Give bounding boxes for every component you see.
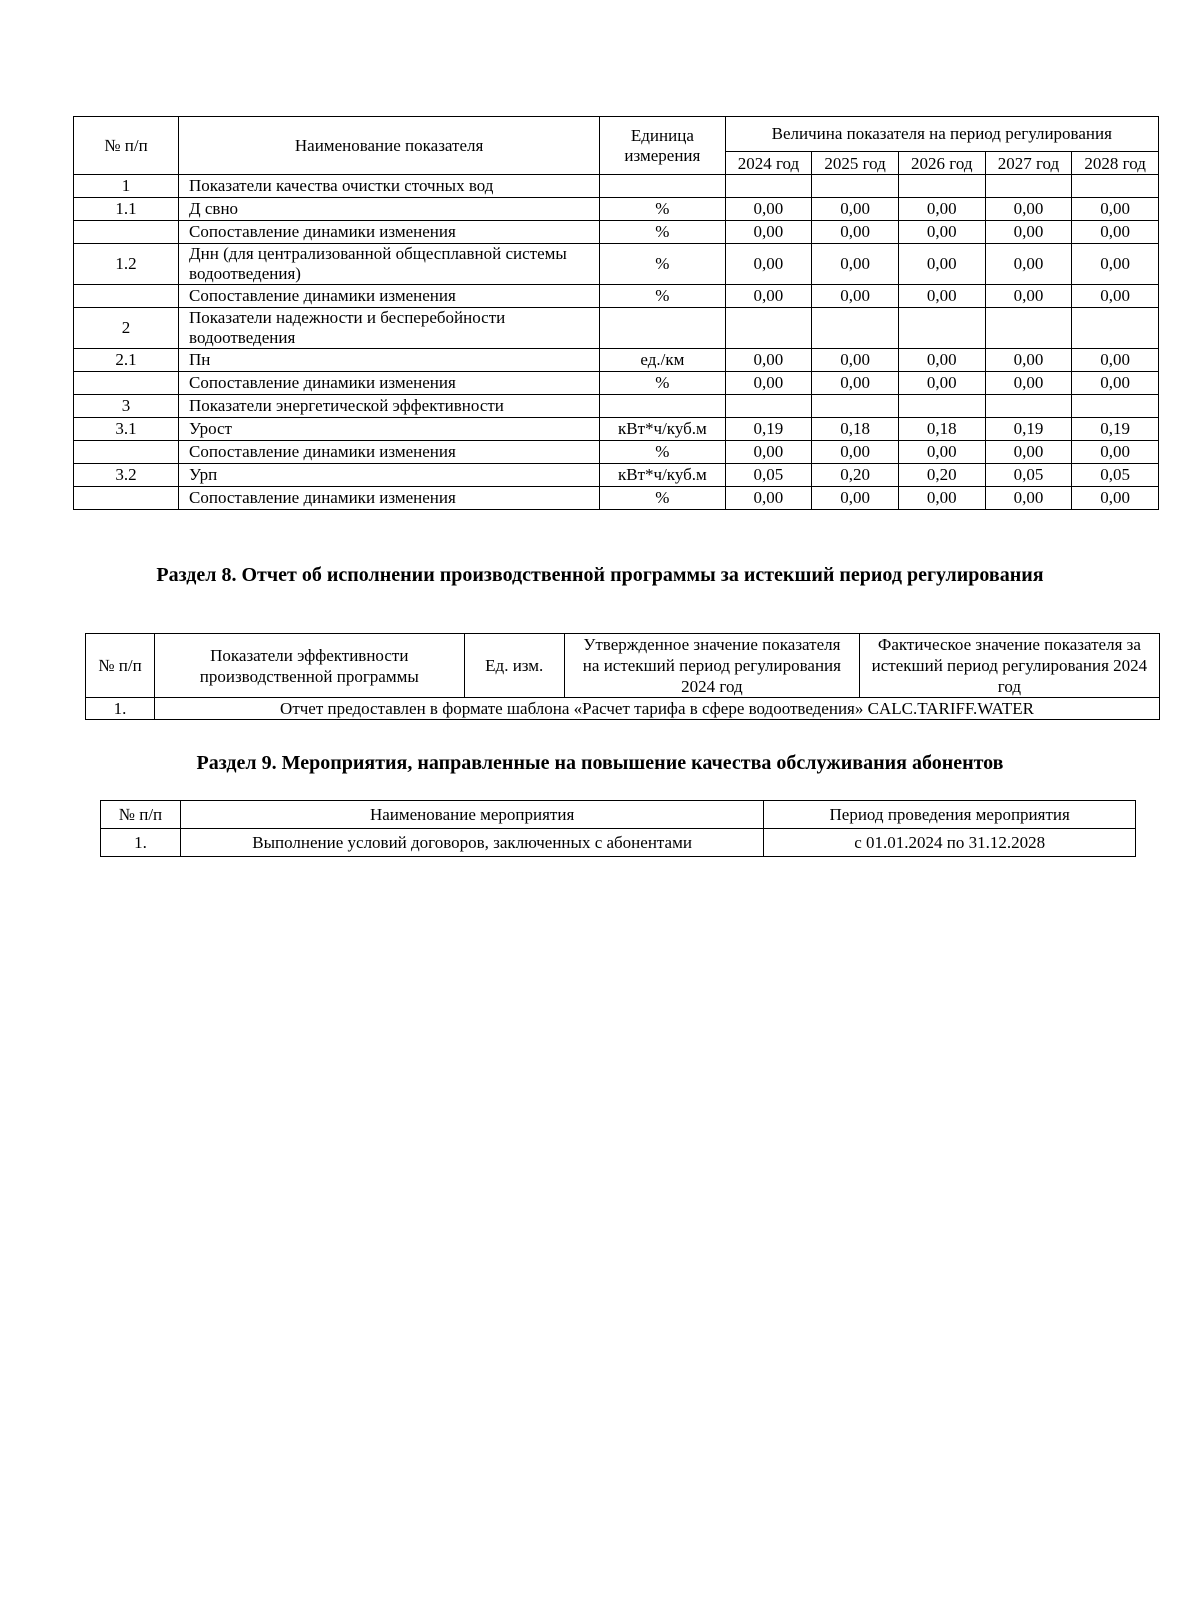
row-value: 0,19	[725, 418, 812, 441]
header-year: 2028 год	[1072, 152, 1159, 175]
header-year: 2026 год	[898, 152, 985, 175]
table-row	[74, 244, 1159, 285]
row-unit: %	[600, 221, 725, 244]
row-value: 0,05	[1072, 464, 1159, 487]
row-value: 0,00	[725, 372, 812, 395]
row-value: 0,00	[985, 221, 1072, 244]
section9-table	[100, 800, 1136, 857]
s9-header-period: Период проведения мероприятия	[764, 801, 1136, 829]
header-year: 2027 год	[985, 152, 1072, 175]
row-value	[985, 175, 1072, 198]
row-value	[1072, 175, 1159, 198]
row-value	[985, 395, 1072, 418]
row-num: 3.2	[74, 464, 179, 487]
s9-row-period: с 01.01.2024 по 31.12.2028	[764, 829, 1136, 857]
row-name: Сопоставление динамики изменения	[179, 221, 600, 244]
header-unit: Единица измерения	[600, 117, 725, 175]
row-name: Сопоставление динамики изменения	[179, 487, 600, 510]
section8-table	[85, 633, 1160, 720]
row-value: 0,00	[898, 372, 985, 395]
table-row	[74, 349, 1159, 372]
table-row	[74, 285, 1159, 308]
row-value: 0,00	[985, 349, 1072, 372]
row-num: 1	[74, 175, 179, 198]
row-unit: %	[600, 441, 725, 464]
row-value	[725, 175, 812, 198]
row-value: 0,00	[812, 198, 899, 221]
row-value	[1072, 308, 1159, 349]
row-value: 0,00	[812, 285, 899, 308]
row-name: Д свно	[179, 198, 600, 221]
row-value: 0,18	[898, 418, 985, 441]
row-value: 0,00	[1072, 221, 1159, 244]
table-row	[74, 198, 1159, 221]
row-name: Показатели качества очистки сточных вод	[179, 175, 600, 198]
row-unit: кВт*ч/куб.м	[600, 464, 725, 487]
row-value	[725, 395, 812, 418]
s8-header-unit: Ед. изм.	[464, 634, 564, 698]
table-row	[74, 372, 1159, 395]
row-value: 0,20	[898, 464, 985, 487]
header-num: № п/п	[74, 117, 179, 175]
s8-header-indicators: Показатели эффективности производственной программы	[155, 634, 465, 698]
header-name: Наименование показателя	[179, 117, 600, 175]
row-unit: %	[600, 487, 725, 510]
row-unit: ед./км	[600, 349, 725, 372]
row-value: 0,00	[812, 441, 899, 464]
row-num: 2	[74, 308, 179, 349]
row-value: 0,00	[812, 349, 899, 372]
row-value: 0,00	[898, 221, 985, 244]
row-value: 0,00	[898, 349, 985, 372]
row-num	[74, 441, 179, 464]
s8-header-num: № п/п	[86, 634, 155, 698]
row-value: 0,00	[725, 441, 812, 464]
row-value: 0,00	[1072, 487, 1159, 510]
table-row	[74, 464, 1159, 487]
row-value: 0,00	[985, 487, 1072, 510]
row-value: 0,00	[725, 244, 812, 285]
row-value: 0,00	[725, 349, 812, 372]
row-value: 0,00	[1072, 372, 1159, 395]
row-unit	[600, 175, 725, 198]
row-name: Сопоставление динамики изменения	[179, 441, 600, 464]
row-name: Урп	[179, 464, 600, 487]
row-value: 0,05	[985, 464, 1072, 487]
row-num	[74, 285, 179, 308]
row-value	[898, 308, 985, 349]
row-name: Сопоставление динамики изменения	[179, 372, 600, 395]
row-value: 0,00	[898, 441, 985, 464]
row-unit: %	[600, 198, 725, 221]
s8-row-text: Отчет предоставлен в формате шаблона «Расчет тарифа в сфере водоотведения» CALC.TARIFF.WATER	[155, 698, 1160, 720]
row-num: 1.1	[74, 198, 179, 221]
row-value	[898, 175, 985, 198]
row-value	[812, 395, 899, 418]
row-value: 0,00	[812, 372, 899, 395]
row-value: 0,00	[725, 198, 812, 221]
table-row	[74, 221, 1159, 244]
header-period: Величина показателя на период регулирования	[725, 117, 1158, 152]
row-value: 0,00	[985, 198, 1072, 221]
s8-header-actual: Фактическое значение показателя за истекший период регулирования 2024 год	[859, 634, 1159, 698]
row-num: 2.1	[74, 349, 179, 372]
row-num	[74, 221, 179, 244]
indicators-table	[73, 116, 1159, 510]
row-name: Днн (для централизованной общесплавной системы водоотведения)	[179, 244, 600, 285]
row-value	[812, 175, 899, 198]
row-num: 1.2	[74, 244, 179, 285]
row-unit: кВт*ч/куб.м	[600, 418, 725, 441]
s8-row-num: 1.	[86, 698, 155, 720]
section8-title: Раздел 8. Отчет об исполнении производственной программы за истекший период регулирования	[156, 564, 1044, 586]
row-value: 0,00	[1072, 349, 1159, 372]
table-row	[74, 395, 1159, 418]
row-name: Урост	[179, 418, 600, 441]
row-value: 0,00	[812, 244, 899, 285]
row-num: 3	[74, 395, 179, 418]
row-unit	[600, 308, 725, 349]
table-row	[74, 175, 1159, 198]
row-value: 0,00	[985, 244, 1072, 285]
row-value: 0,19	[985, 418, 1072, 441]
row-unit	[600, 395, 725, 418]
row-num: 3.1	[74, 418, 179, 441]
row-value: 0,00	[812, 487, 899, 510]
row-value: 0,00	[898, 285, 985, 308]
row-value: 0,00	[725, 285, 812, 308]
row-name: Сопоставление динамики изменения	[179, 285, 600, 308]
row-unit: %	[600, 244, 725, 285]
row-value: 0,00	[1072, 285, 1159, 308]
row-value	[1072, 395, 1159, 418]
row-value	[725, 308, 812, 349]
row-value: 0,00	[898, 198, 985, 221]
row-value: 0,00	[985, 372, 1072, 395]
row-value: 0,00	[1072, 244, 1159, 285]
header-year: 2024 год	[725, 152, 812, 175]
row-unit: %	[600, 285, 725, 308]
row-value: 0,00	[725, 487, 812, 510]
s9-row-name: Выполнение условий договоров, заключенных с абонентами	[180, 829, 763, 857]
row-num	[74, 372, 179, 395]
row-name: Показатели надежности и бесперебойности водоотведения	[179, 308, 600, 349]
row-name: Показатели энергетической эффективности	[179, 395, 600, 418]
row-value: 0,00	[898, 487, 985, 510]
row-value: 0,05	[725, 464, 812, 487]
row-value: 0,00	[725, 221, 812, 244]
table-row	[74, 308, 1159, 349]
row-value: 0,00	[898, 244, 985, 285]
s9-header-num: № п/п	[101, 801, 181, 829]
table-row	[74, 441, 1159, 464]
row-value: 0,00	[985, 285, 1072, 308]
row-value: 0,00	[985, 441, 1072, 464]
row-value: 0,00	[1072, 198, 1159, 221]
section9-title: Раздел 9. Мероприятия, направленные на повышение качества обслуживания абонентов	[196, 752, 1004, 774]
row-value: 0,00	[812, 221, 899, 244]
table-row	[74, 418, 1159, 441]
row-value: 0,00	[1072, 441, 1159, 464]
table-row	[74, 487, 1159, 510]
row-name: Пн	[179, 349, 600, 372]
row-value: 0,18	[812, 418, 899, 441]
row-value	[898, 395, 985, 418]
row-value	[812, 308, 899, 349]
row-value: 0,19	[1072, 418, 1159, 441]
s8-header-approved: Утвержденное значение показателя на истекший период регулирования 2024 год	[564, 634, 859, 698]
row-value	[985, 308, 1072, 349]
row-value: 0,20	[812, 464, 899, 487]
s9-row-num: 1.	[101, 829, 181, 857]
row-num	[74, 487, 179, 510]
header-year: 2025 год	[812, 152, 899, 175]
s9-header-name: Наименование мероприятия	[180, 801, 763, 829]
row-unit: %	[600, 372, 725, 395]
